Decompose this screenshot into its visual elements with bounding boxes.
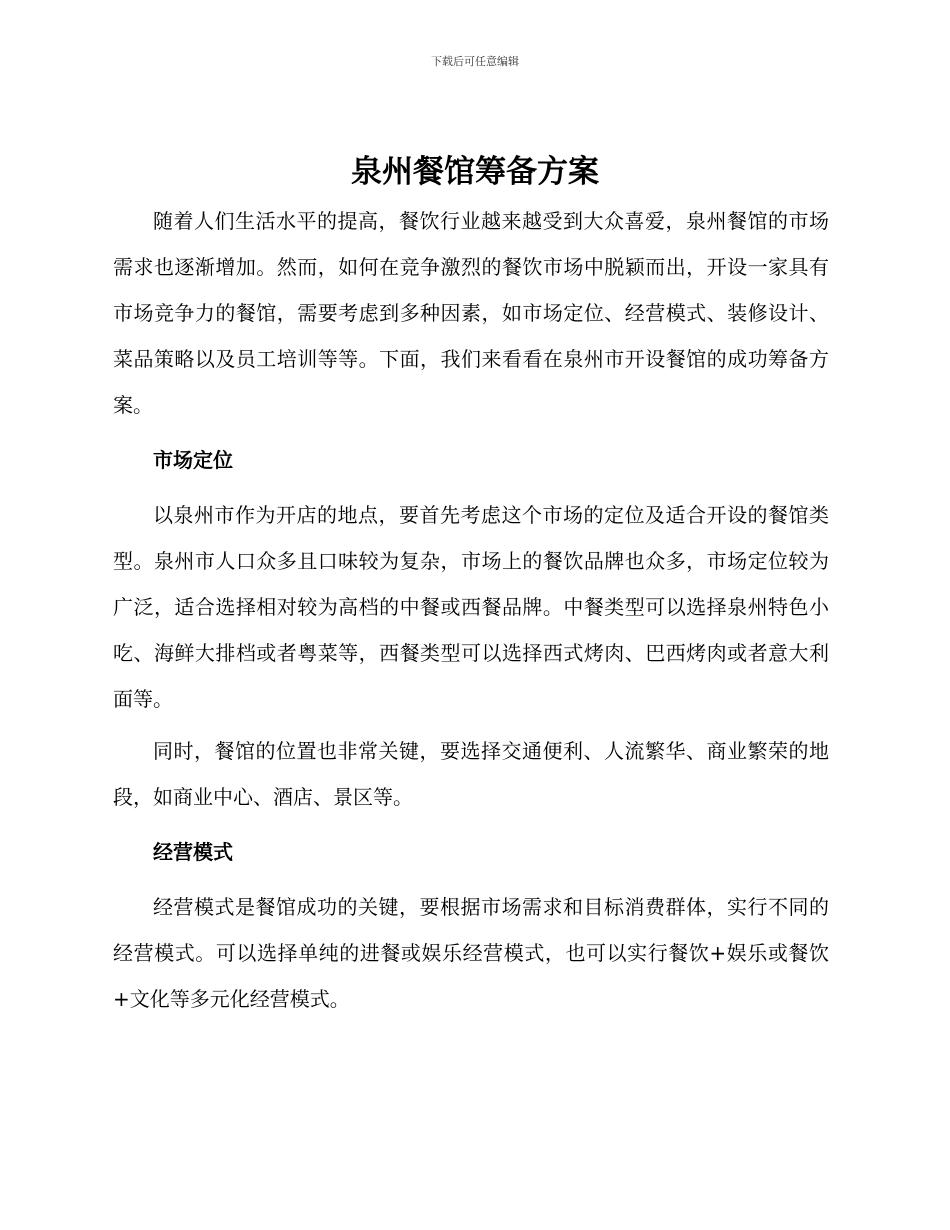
section-heading-business-model: 经营模式: [153, 840, 233, 864]
business-model-paragraph-1: 经营模式是餐馆成功的关键，要根据市场需求和目标消费群体，实行不同的经营模式。可以选择单纯的进餐或娱乐经营模式，也可以实行餐饮+娱乐或餐饮+文化等多元化经营模式。: [113, 895, 829, 1011]
document-title: 泉州餐馆筹备方案: [351, 154, 599, 190]
document-body: [113, 198, 829, 1022]
market-positioning-paragraph-1: 以泉州市作为开店的地点，要首先考虑这个市场的定位及适合开设的餐馆类型。泉州市人口众多且口味较为复杂，市场上的餐饮品牌也众多，市场定位较为广泛，适合选择相对较为高档的中餐或西餐品牌。中餐类型可以选择泉州特色小吃、海鲜大排档或者粤菜等，西餐类型可以选择西式烤肉、巴西烤肉或者意大利面等。: [113, 503, 829, 711]
intro-paragraph: 随着人们生活水平的提高，餐饮行业越来越受到大众喜爱，泉州餐馆的市场需求也逐渐增加。然而，如何在竞争激烈的餐饮市场中脱颖而出，开设一家具有市场竞争力的餐馆，需要考虑到多种因素，如市场定位、经营模式、装修设计、菜品策略以及员工培训等等。下面，我们来看看在泉州市开设餐馆的成功筹备方案。: [113, 209, 829, 417]
section-heading-market-positioning: 市场定位: [153, 448, 233, 472]
market-positioning-paragraph-2: 同时，餐馆的位置也非常关键，要选择交通便利、人流繁华、商业繁荣的地段，如商业中心、酒店、景区等。: [113, 739, 829, 809]
header-note: 下载后可任意编辑: [431, 55, 519, 68]
